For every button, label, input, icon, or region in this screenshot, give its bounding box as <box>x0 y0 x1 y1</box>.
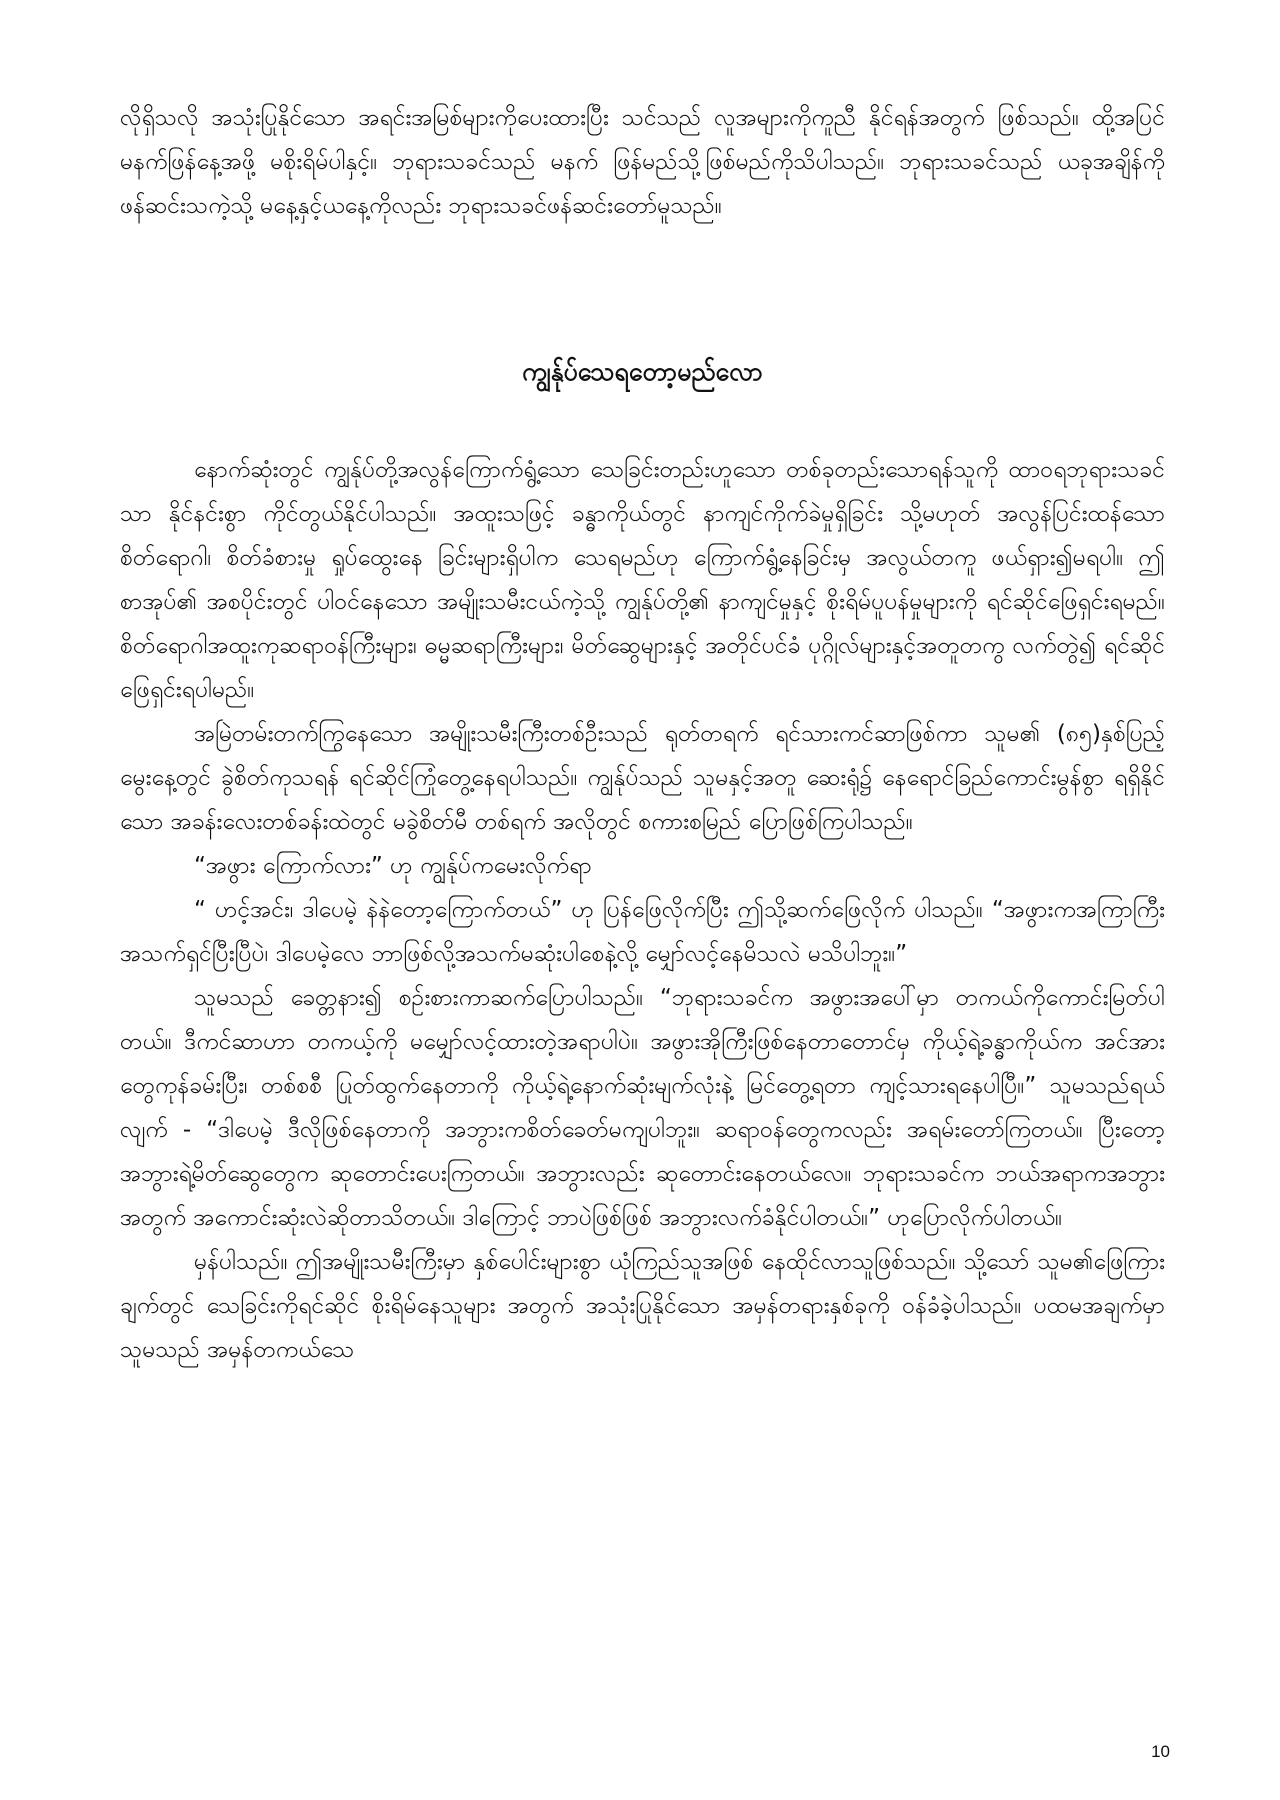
body-paragraph: မှန်ပါသည်။ ဤအမျိုးသမီးကြီးမှာ နှစ်ပေါင်းများစွာ ယုံကြည်သူအဖြစ် နေထိုင်လာသူဖြစ်သည်။ သို့သော် သူမ၏ဖြေကြားချက်တွင် သေခြင်းကိုရင်ဆိုင် စိုးရိမ်နေသူများ အတွက် အသုံးပြုနိုင်သော အမှန်တရားနှစ်ခုကို ဝန်ခံခဲ့ပါသည်။ ပထမအချက်မှာ သူမသည် အမှန်တကယ်သေ <box>120 1249 1165 1363</box>
body-paragraph: အမြဲတမ်းတက်ကြွနေသော အမျိုးသမီးကြီးတစ်ဦးသည် ရုတ်တရက် ရင်သားကင်ဆာဖြစ်ကာ သူမ၏ (၈၅)နှစ်ပြည့်မွေးနေ့တွင် ခွဲစိတ်ကုသရန် ရင်ဆိုင်ကြုံတွေ့နေရပါသည်။ ကျွန်ုပ်သည် သူမနှင့်အတူ ဆေးရုံ၌ နေရောင်ခြည်ကောင်းမွန်စွာ ရရှိနိုင်သော အခန်းလေးတစ်ခန်းထဲတွင် မခွဲစိတ်မီ တစ်ရက် အလိုတွင် စကားစမြည် ပြောဖြစ်ကြပါသည်။ <box>120 721 1165 835</box>
page-number: 10 <box>1151 1742 1170 1761</box>
dialogue-paragraph: “ ဟင့်အင်း၊ ဒါပေမဲ့ နဲနဲတော့ကြောက်တယ်” ဟု ပြန်ဖြေလိုက်ပြီး ဤသို့ဆက်ဖြေလိုက် ပါသည်။ “အဖွားကအကြာကြီး အသက်ရှင်ပြီးပြီပဲ၊ ဒါပေမဲ့လေ ဘာဖြစ်လို့အသက်မဆုံးပါစေနဲ့လို့ မျှော်လင့်နေမိသလဲ မသိပါဘူး။” <box>120 897 1165 967</box>
body-paragraph: သူမသည် ခေတ္တနား၍ စဉ်းစားကာဆက်ပြောပါသည်။ “ဘုရားသခင်က အဖွားအပေါ်မှာ တကယ်ကိုကောင်းမြတ်ပါတယ်။ ဒီကင်ဆာဟာ တကယ့်ကို မမျှော်လင့်ထားတဲ့အရာပါပဲ။ အဖွားအိုကြီးဖြစ်နေတာတောင်မှ ကိုယ့်ရဲ့ခန္ဓာကိုယ်က အင်အားတွေကုန်ခမ်းပြီး၊ တစ်စစီ ပြုတ်ထွက်နေတာကို ကိုယ့်ရဲ့နောက်ဆုံးမျက်လုံးနဲ့ မြင်တွေ့ရတာ ကျင့်သားရနေပါပြီ။” သူမသည်ရယ်လျက် - “ဒါပေမဲ့ ဒီလိုဖြစ်နေတာကို အဘွားကစိတ်ခေတ်မကျပါဘူး။ ဆရာဝန်တွေကလည်း အရမ်းတော်ကြတယ်။ ပြီးတော့ အဘွားရဲ့မိတ်ဆွေတွေက ဆုတောင်းပေးကြတယ်။ အဘွားလည်း ဆုတောင်းနေတယ်လေ။ ဘုရားသခင်က ဘယ်အရာကအဘွားအတွက် အကောင်းဆုံးလဲဆိုတာသိတယ်။ ဒါကြောင့် ဘာပဲဖြစ်ဖြစ် အဘွားလက်ခံနိုင်ပါတယ်။” ဟုပြောလိုက်ပါတယ်။ <box>120 985 1165 1231</box>
body-paragraph: နောက်ဆုံးတွင် ကျွန်ုပ်တို့အလွန်ကြောက်ရွံ့သော သေခြင်းတည်းဟူသော တစ်ခုတည်းသောရန်သူကို ထာဝရဘုရားသခင်သာ နိုင်နင်းစွာ ကိုင်တွယ်နိုင်ပါသည်။ အထူးသဖြင့် ခန္ဓာကိုယ်တွင် နာကျင်ကိုက်ခဲမှုရှိခြင်း သို့မဟုတ် အလွန်ပြင်းထန်သော စိတ်ရောဂါ၊ စိတ်ခံစားမှု ရှုပ်ထွေးနေ ခြင်းများရှိပါက သေရမည်ဟု ကြောက်ရွံ့နေခြင်းမှ အလွယ်တကူ ဖယ်ရှား၍မရပါ။ ဤစာအုပ်၏ အစပိုင်းတွင် ပါဝင်နေသော အမျိုးသမီးငယ်ကဲ့သို့ ကျွန်ုပ်တို့၏ နာကျင်မှုနှင့် စိုးရိမ်ပူပန်မှုများကို ရင်ဆိုင်ဖြေရှင်းရမည်။ စိတ်ရောဂါအထူးကုဆရာဝန်ကြီးများ၊ ဓမ္မဆရာကြီးများ၊ မိတ်ဆွေများနှင့် အတိုင်ပင်ခံ ပုဂ္ဂိုလ်များနှင့်အတူတကွ လက်တွဲ၍ ရင်ဆိုင်ဖြေရှင်းရပါမည်။ <box>120 457 1165 703</box>
section-heading: ကျွန်ုပ်သေရတော့မည်လော <box>522 357 763 386</box>
main-text-block <box>120 448 1165 1372</box>
intro-paragraph: လိုရှိသလို အသုံးပြုနိုင်သော အရင်းအမြစ်များကိုပေးထားပြီး သင်သည် လူအများကိုကူညီ နိုင်ရန်အတွက် ဖြစ်သည်။ ထို့အပြင် မနက်ဖြန်နေ့အဖို့ မစိုးရိမ်ပါနှင့်။ ဘုရားသခင်သည် မနက် ဖြန်မည်သို့ဖြစ်မည်ကိုသိပါသည်။ ဘုရားသခင်သည် ယခုအချိန်ကို ဖန်ဆင်းသကဲ့သို့ မနေ့နှင့်ယနေ့ကိုလည်း ဘုရားသခင်ဖန်ဆင်းတော်မူသည်။ <box>120 105 1165 219</box>
dialogue-line: “အဖွား ကြောက်လား” ဟု ကျွန်ုပ်ကမေးလိုက်ရာ <box>194 853 592 879</box>
intro-paragraph-block <box>120 96 1165 228</box>
